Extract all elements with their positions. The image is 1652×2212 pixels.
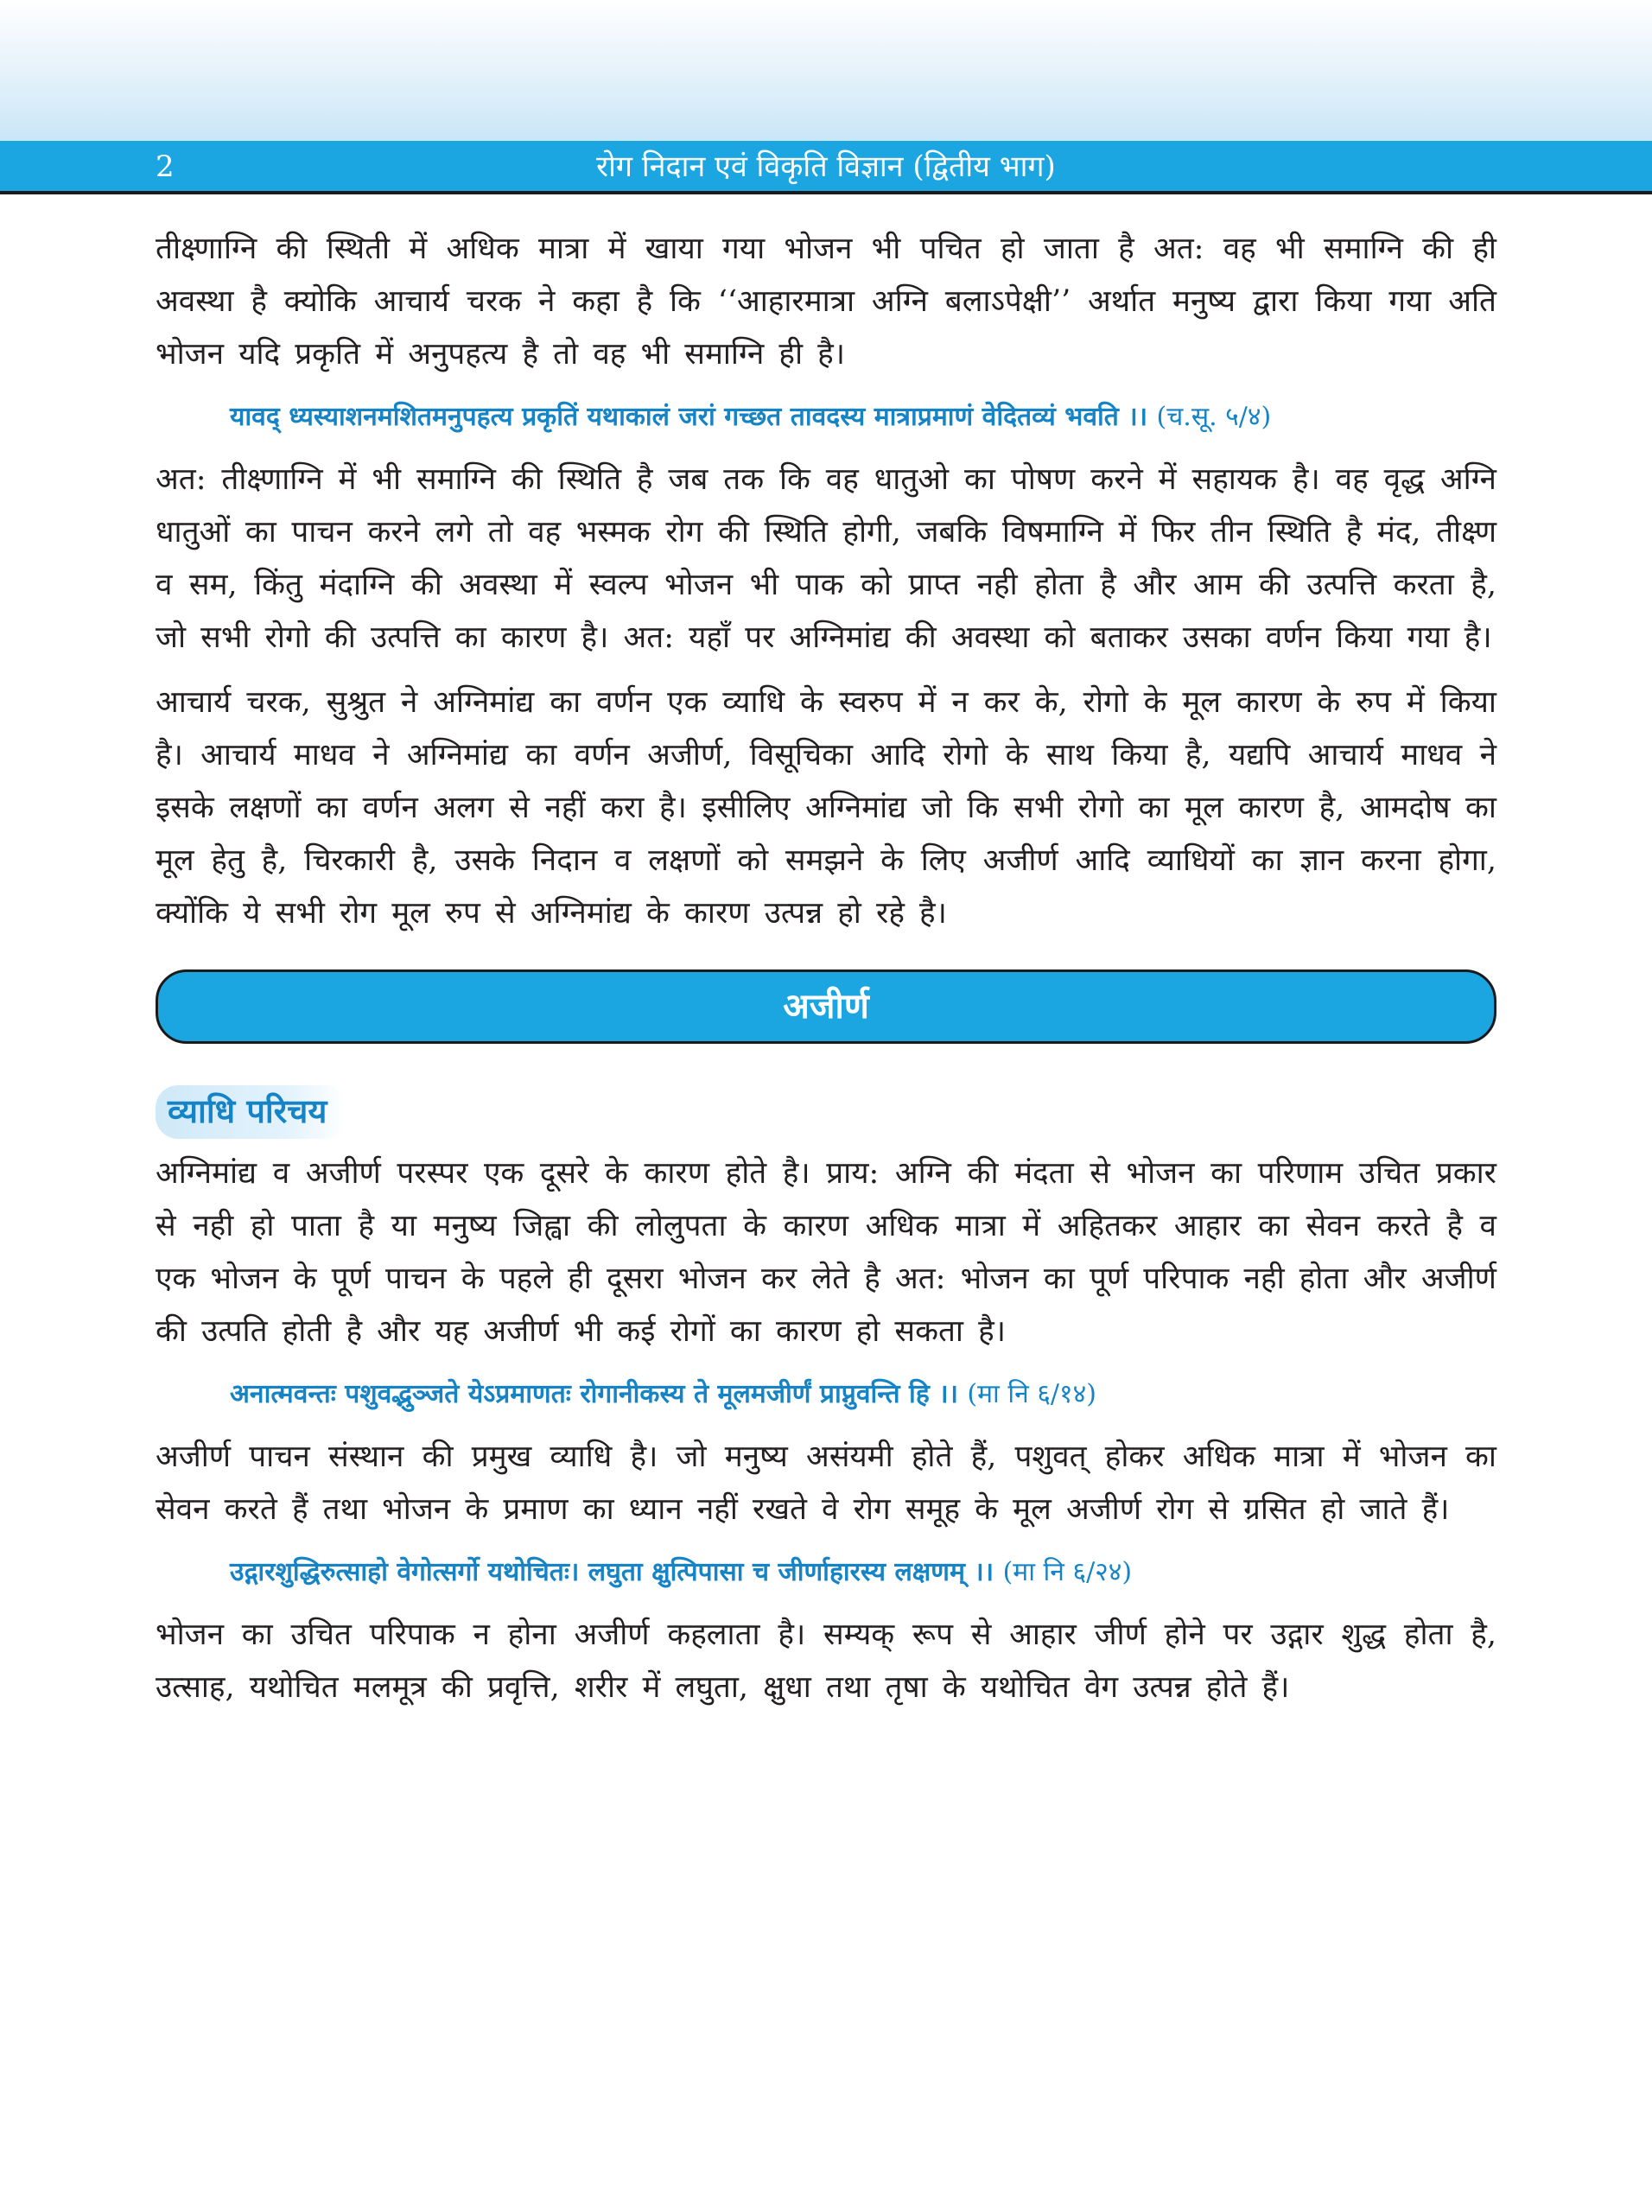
- paragraph-2: अत: तीक्ष्णाग्नि में भी समाग्नि की स्थिति है जब तक कि वह धातुओ का पोषण करने में सहायक है। वह वृद्ध अग्नि धातुओं का पाचन करने लगे तो वह भस्मक रोग की स्थिति होगी, जबकि विषमाग्नि में फिर तीन स्थिति है मंद, तीक्ष्ण व सम, किंतु मंदाग्नि की अवस्था में स्वल्प भोजन भी पाक को प्राप्त नही होता है और आम की उत्पत्ति करता है, जो सभी रोगो की उत्पत्ति का कारण है। अत: यहाँ पर अग्निमांद्य की अवस्था को बताकर उसका वर्णन किया गया है।: [156, 462, 1496, 655]
- section-heading-box: [156, 969, 1496, 1044]
- paragraph-1: तीक्ष्णाग्नि की स्थिती में अधिक मात्रा में खाया गया भोजन भी पचित हो जाता है अत: वह भी समाग्नि की ही अवस्था है क्योकि आचार्य चरक ने कहा है कि ‘‘आहारमात्रा अग्नि बलाऽपेक्षी’’ अर्थात मनुष्य द्वारा किया गया अति भोजन यदि प्रकृति में अनुपहत्य है तो वह भी समाग्नि ही है।: [156, 232, 1496, 372]
- verse-1-text: यावद् ध्यस्याशनमशितमनुपहत्य प्रकृतिं यथाकालं जरां गच्छत तावदस्य मात्राप्रमाणं वेदितव्यं भवति ।।: [230, 402, 1148, 432]
- verse-3-text: उद्गारशुद्धिरुत्साहो वेगोत्सर्गो यथोचितः। लघुता क्षुत्पिपासा च जीर्णाहारस्य लक्षणम् ।।: [230, 1557, 994, 1587]
- section-title: अजीर्ण: [783, 986, 869, 1027]
- verse-2-reference: (मा नि ६/१४): [967, 1379, 1096, 1409]
- running-header: [0, 141, 1652, 194]
- paragraph-4: अग्निमांद्य व अजीर्ण परस्पर एक दूसरे के कारण होते है। प्राय: अग्नि की मंदता से भोजन का परिणाम उचित प्रकार से नही हो पाता है या मनुष्य जिह्वा की लोलुपता के कारण अधिक मात्रा में अहितकर आहार का सेवन करते है व एक भोजन के पूर्ण पाचन के पहले ही दूसरा भोजन कर लेते है अत: भोजन का पूर्ण परिपाक नही होता और अजीर्ण की उत्पति होती है और यह अजीर्ण भी कई रोगों का कारण हो सकता है।: [156, 1156, 1496, 1349]
- verse-3-reference: (मा नि ६/२४): [1002, 1557, 1133, 1587]
- page-top-gradient: [0, 0, 1652, 143]
- page-content: [156, 223, 1496, 1726]
- paragraph-3: आचार्य चरक, सुश्रुत ने अग्निमांद्य का वर्णन एक व्याधि के स्वरुप में न कर के, रोगो के मूल कारण के रुप में किया है। आचार्य माधव ने अग्निमांद्य का वर्णन अजीर्ण, विसूचिका आदि रोगो के साथ किया है, यद्यपि आचार्य माधव ने इसके लक्षणों का वर्णन अलग से नहीं करा है। इसीलिए अग्निमांद्य जो कि सभी रोगो का मूल कारण है, आमदोष का मूल हेतु है, चिरकारी है, उसके निदान व लक्षणों को समझने के लिए अजीर्ण आदि व्याधियों का ज्ञान करना होगा, क्योंकि ये सभी रोग मूल रुप से अग्निमांद्य के कारण उत्पन्न हो रहे है।: [156, 685, 1496, 931]
- paragraph-5: अजीर्ण पाचन संस्थान की प्रमुख व्याधि है। जो मनुष्य असंयमी होते हैं, पशुवत् होकर अधिक मात्रा में भोजन का सेवन करते हैं तथा भोजन के प्रमाण का ध्यान नहीं रखते वे रोग समूह के मूल अजीर्ण रोग से ग्रसित हो जाते हैं।: [156, 1440, 1496, 1527]
- verse-2-text: अनात्मवन्तः पशुवद्भुञ्जते येऽप्रमाणतः रोगानीकस्य ते मूलमजीर्णं प्राप्नुवन्ति हि ।।: [230, 1379, 958, 1409]
- verse-1: [156, 393, 1496, 442]
- page-number: 2: [156, 149, 175, 184]
- verse-3: [156, 1548, 1496, 1597]
- paragraph-6: भोजन का उचित परिपाक न होना अजीर्ण कहलाता है। सम्यक् रूप से आहार जीर्ण होने पर उद्गार शुद्ध होता है, उत्साह, यथोचित मलमूत्र की प्रवृत्ति, शरीर में लघुता, क्षुधा तथा तृषा के यथोचित वेग उत्पन्न होते हैं।: [156, 1618, 1496, 1705]
- verse-1-reference: (च.सू. ५/४): [1156, 402, 1272, 432]
- running-title: रोग निदान एवं विकृति विज्ञान (द्वितीय भाग): [596, 149, 1056, 184]
- sub-heading: व्याधि परिचय: [156, 1085, 347, 1139]
- verse-2: [156, 1370, 1496, 1419]
